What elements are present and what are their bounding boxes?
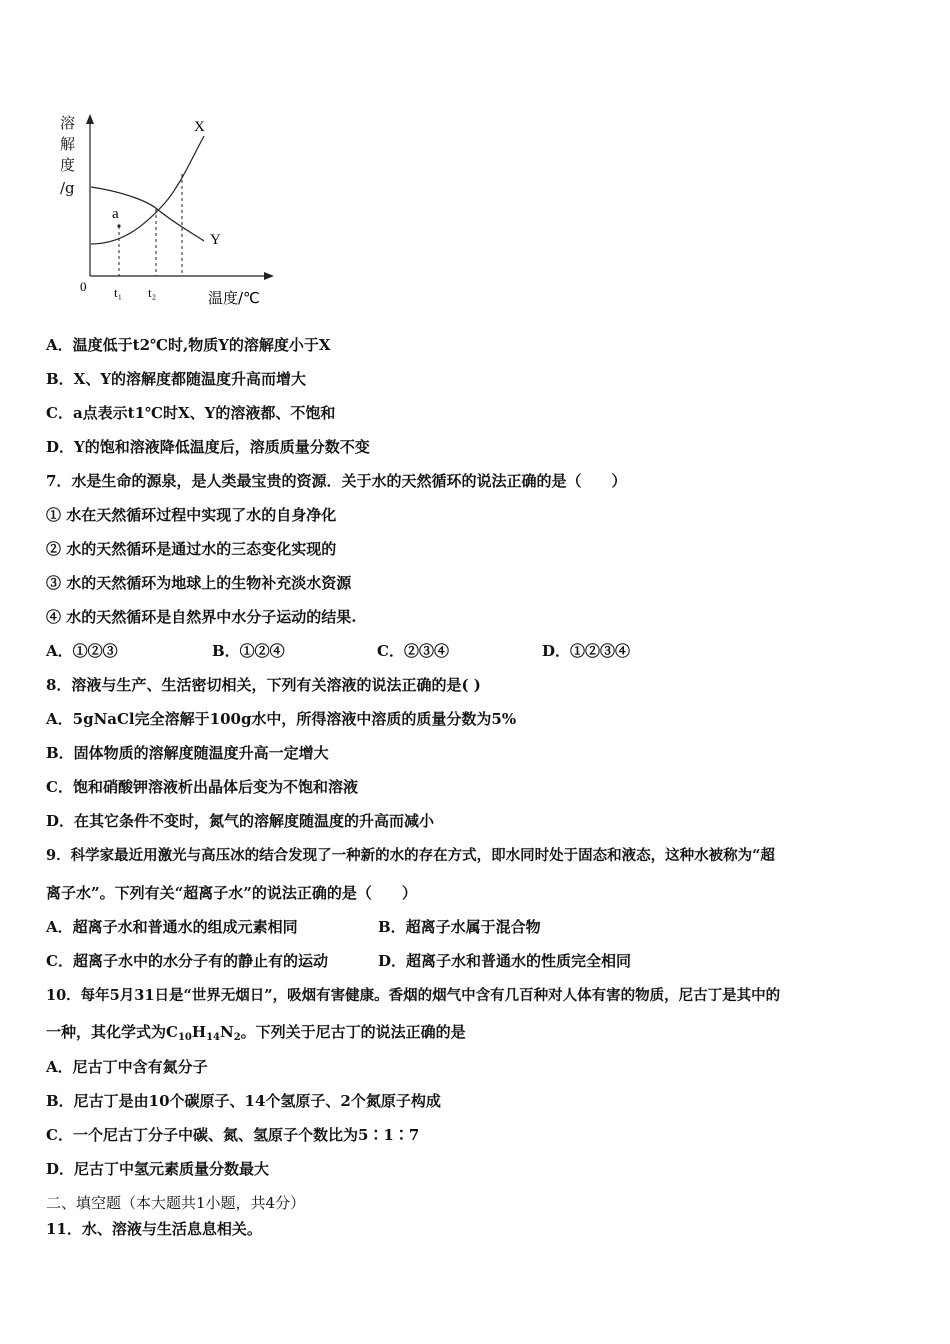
origin-label: 0 bbox=[80, 279, 87, 294]
q9-stem-line1: 9．科学家最近用激光与高压冰的结合发现了一种新的水的存在方式，即水同时处于固态和液态，这种水被称为“超 bbox=[46, 847, 775, 864]
tick-t2: t₂ bbox=[148, 285, 157, 300]
q10-text-pre: 一种，其化学式为C bbox=[46, 1023, 178, 1041]
q6-option-b: B．X、Y的溶解度都随温度升高而增大 bbox=[46, 370, 307, 388]
q8-option-a: A．5gNaCl完全溶解于100g水中，所得溶液中溶质的质量分数为5% bbox=[46, 710, 517, 728]
q10-sub-c: 10 bbox=[177, 1032, 192, 1043]
q10-option-b: B．尼古丁是由10个碳原子、14个氢原子、2个氮原子构成 bbox=[46, 1092, 441, 1110]
q9-stem-line2: 离子水”。下列有关“超离子水”的说法正确的是（ ） bbox=[46, 884, 417, 902]
q7-statement-1: ① 水在天然循环过程中实现了水的自身净化 bbox=[46, 506, 337, 524]
q10-option-a: A．尼古丁中含有氮分子 bbox=[46, 1058, 208, 1076]
q7-option-c: C．②③④ bbox=[377, 642, 449, 660]
q8-option-d: D．在其它条件不变时，氮气的溶解度随温度的升高而减小 bbox=[46, 812, 435, 830]
q7-statement-4: ④ 水的天然循环是自然界中水分子运动的结果. bbox=[46, 608, 357, 626]
tick-t1: t₁ bbox=[114, 285, 123, 300]
y-axis-label-char: 解 bbox=[60, 135, 76, 153]
y-axis-label-char: 溶 bbox=[60, 114, 76, 132]
q9-option-a: A．超离子水和普通水的组成元素相同 bbox=[46, 918, 298, 936]
q7-statement-3: ③ 水的天然循环为地球上的生物补充淡水资源 bbox=[46, 574, 352, 592]
q7-option-a: A．①②③ bbox=[46, 642, 118, 660]
section-2-heading: 二、填空题（本大题共1小题，共4分） bbox=[46, 1194, 306, 1212]
q6-option-a: A．温度低于t2℃时,物质Y的溶解度小于X bbox=[46, 336, 331, 354]
q10-sub-n: 2 bbox=[233, 1032, 241, 1043]
y-axis-label-char: /g bbox=[60, 179, 75, 197]
q10-text-post: 。下列关于尼古丁的说法正确的是 bbox=[240, 1023, 466, 1041]
q10-text-h: H bbox=[191, 1023, 207, 1041]
q9-option-b: B．超离子水属于混合物 bbox=[378, 918, 541, 936]
label-y: Y bbox=[210, 232, 221, 248]
q6-option-c: C．a点表示t1℃时X、Y的溶液都、不饱和 bbox=[46, 404, 336, 422]
solubility-chart bbox=[52, 108, 282, 313]
y-axis-arrow bbox=[86, 114, 94, 124]
q7-stem: 7．水是生命的源泉，是人类最宝贵的资源．关于水的天然循环的说法正确的是（ ） bbox=[46, 472, 627, 490]
q7-option-b: B．①②④ bbox=[212, 642, 285, 660]
label-a: a bbox=[112, 206, 119, 222]
y-axis-label-char: 度 bbox=[60, 156, 76, 174]
label-x: X bbox=[194, 119, 205, 135]
q10-text-n: N bbox=[219, 1023, 234, 1041]
q8-stem: 8．溶液与生产、生活密切相关，下列有关溶液的说法正确的是( ) bbox=[46, 676, 481, 694]
curve-y bbox=[91, 187, 204, 241]
q7-statement-2: ② 水的天然循环是通过水的三态变化实现的 bbox=[46, 540, 337, 558]
q8-option-c: C．饱和硝酸钾溶液析出晶体后变为不饱和溶液 bbox=[46, 778, 358, 796]
q8-option-b: B．固体物质的溶解度随温度升高一定增大 bbox=[46, 744, 329, 762]
q9-option-c: C．超离子水中的水分子有的静止有的运动 bbox=[46, 952, 328, 970]
q7-option-d: D．①②③④ bbox=[542, 642, 631, 660]
point-a bbox=[117, 224, 120, 227]
x-axis-arrow bbox=[264, 272, 274, 280]
q10-stem-line1: 10．每年5月31日是“世界无烟日”，吸烟有害健康。香烟的烟气中含有几百种对人体有害的物质，尼古丁是其中的 bbox=[46, 987, 781, 1004]
chart-canvas bbox=[52, 108, 282, 313]
x-axis-label: 温度/℃ bbox=[208, 289, 260, 307]
q10-sub-h: 14 bbox=[206, 1032, 220, 1043]
q6-option-d: D．Y的饱和溶液降低温度后，溶质质量分数不变 bbox=[46, 438, 370, 456]
q11-stem: 11．水、溶液与生活息息相关。 bbox=[46, 1220, 262, 1238]
q9-option-d: D．超离子水和普通水的性质完全相同 bbox=[378, 952, 632, 970]
q10-option-c: C．一个尼古丁分子中碳、氮、氢原子个数比为5∶1∶7 bbox=[46, 1126, 420, 1144]
q10-stem-line2 bbox=[46, 1022, 466, 1042]
q10-option-d: D．尼古丁中氢元素质量分数最大 bbox=[46, 1160, 270, 1178]
